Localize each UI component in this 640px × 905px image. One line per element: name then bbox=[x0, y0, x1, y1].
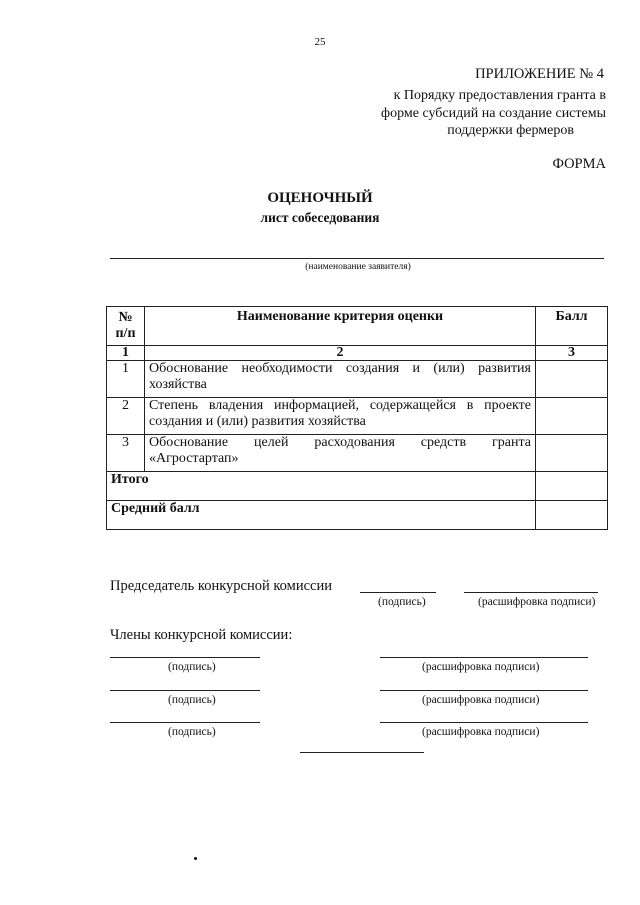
document-subtitle: лист собеседования bbox=[260, 210, 380, 225]
chair-signature-caption: (подпись) bbox=[378, 596, 426, 608]
table-row bbox=[107, 361, 608, 398]
appendix-line-2: форме субсидий на создание системы bbox=[381, 106, 606, 121]
score-cell[interactable] bbox=[536, 361, 608, 398]
chair-signature-line[interactable] bbox=[360, 592, 436, 593]
applicant-name-line bbox=[110, 258, 604, 259]
member-1-signature-line[interactable] bbox=[110, 657, 260, 658]
page-number: 25 bbox=[314, 36, 326, 48]
form-label: ФОРМА bbox=[552, 156, 606, 172]
average-label: Средний балл bbox=[107, 501, 536, 530]
column-number-2: 2 bbox=[145, 346, 536, 361]
total-label: Итого bbox=[107, 472, 536, 501]
member-2-decoding-line[interactable] bbox=[380, 690, 588, 691]
chair-label: Председатель конкурсной комиссии bbox=[110, 578, 332, 594]
criterion-text: Степень владения информацией, содержащейся в проекте создания и (или) развития хозяйства bbox=[145, 398, 536, 435]
score-cell[interactable] bbox=[536, 398, 608, 435]
closing-divider bbox=[300, 752, 424, 753]
stray-dot bbox=[194, 857, 197, 860]
member-3-decoding-caption: (расшифровка подписи) bbox=[422, 726, 540, 738]
criterion-text: Обоснование целей расходования средств гранта «Агростартап» bbox=[145, 435, 536, 472]
header-score: Балл bbox=[536, 307, 608, 346]
score-cell[interactable] bbox=[536, 435, 608, 472]
appendix-title: ПРИЛОЖЕНИЕ № 4 bbox=[475, 66, 604, 82]
column-number-3: 3 bbox=[536, 346, 608, 361]
appendix-line-3: поддержки фермеров bbox=[447, 123, 574, 138]
member-3-signature-line[interactable] bbox=[110, 722, 260, 723]
row-index: 2 bbox=[107, 398, 145, 435]
column-numbers-row bbox=[107, 346, 608, 361]
chair-decoding-line[interactable] bbox=[464, 592, 598, 593]
member-2-signature-caption: (подпись) bbox=[168, 694, 216, 706]
table-header-row bbox=[107, 307, 608, 346]
members-label: Члены конкурсной комиссии: bbox=[110, 627, 293, 643]
header-number bbox=[107, 307, 145, 346]
header-number-line-2: п/п bbox=[115, 326, 136, 341]
total-row bbox=[107, 472, 608, 501]
appendix-line-1: к Порядку предоставления гранта в bbox=[393, 88, 606, 103]
member-2-decoding-caption: (расшифровка подписи) bbox=[422, 694, 540, 706]
member-1-decoding-line[interactable] bbox=[380, 657, 588, 658]
row-index: 3 bbox=[107, 435, 145, 472]
member-2-signature-line[interactable] bbox=[110, 690, 260, 691]
document-title: ОЦЕНОЧНЫЙ bbox=[267, 190, 373, 206]
row-index: 1 bbox=[107, 361, 145, 398]
member-3-signature-caption: (подпись) bbox=[168, 726, 216, 738]
average-row bbox=[107, 501, 608, 530]
column-number-1: 1 bbox=[107, 346, 145, 361]
chair-decoding-caption: (расшифровка подписи) bbox=[478, 596, 596, 608]
table-row bbox=[107, 435, 608, 472]
total-score-cell[interactable] bbox=[536, 472, 608, 501]
table-row bbox=[107, 398, 608, 435]
header-number-line-1: № bbox=[118, 310, 133, 325]
evaluation-table bbox=[106, 306, 608, 530]
member-3-decoding-line[interactable] bbox=[380, 722, 588, 723]
criterion-text: Обоснование необходимости создания и (или) развития хозяйства bbox=[145, 361, 536, 398]
header-criterion: Наименование критерия оценки bbox=[145, 307, 536, 346]
member-1-signature-caption: (подпись) bbox=[168, 661, 216, 673]
average-score-cell[interactable] bbox=[536, 501, 608, 530]
member-1-decoding-caption: (расшифровка подписи) bbox=[422, 661, 540, 673]
applicant-caption: (наименование заявителя) bbox=[305, 262, 411, 272]
